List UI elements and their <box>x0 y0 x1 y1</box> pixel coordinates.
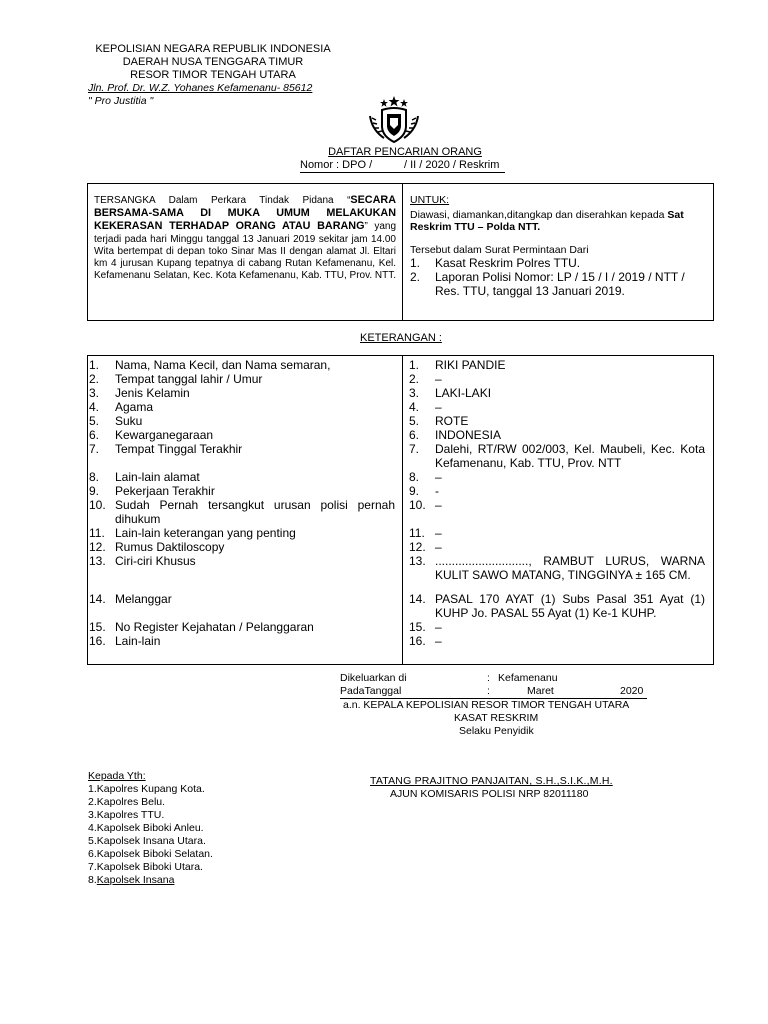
row-number: 3. <box>89 386 100 400</box>
police-emblem-icon <box>362 94 426 146</box>
row-number: 6. <box>89 428 100 442</box>
row-number: 1. <box>409 358 420 372</box>
untuk-section <box>410 194 706 298</box>
keterangan-label-row <box>89 620 395 634</box>
row-label: Jenis Kelamin <box>115 386 190 400</box>
row-number: 7. <box>409 442 420 456</box>
row-number: 14. <box>409 592 426 606</box>
row-label: Agama <box>115 400 154 414</box>
motto: " Pro Justitia " <box>88 95 154 107</box>
row-value: – <box>435 372 442 386</box>
row-number: 9. <box>409 484 420 498</box>
row-label: Nama, Nama Kecil, dan Nama semaran, <box>115 358 331 372</box>
issued-date-row <box>340 685 647 699</box>
recipients-heading: Kepada Yth: <box>88 770 146 782</box>
row-value: ROTE <box>435 414 469 428</box>
keterangan-heading: KETERANGAN : <box>360 332 442 344</box>
resort-name: RESOR TIMOR TENGAH UTARA <box>130 69 296 81</box>
issued-date-month: Maret <box>527 685 554 697</box>
number-rest: / II / 2020 / Reskrim <box>404 159 500 171</box>
recipient-item: 5.Kapolsek Insana Utara. <box>88 835 206 847</box>
signatory-rank: AJUN KOMISARIS POLISI NRP 82011180 <box>390 788 589 800</box>
issued-date-label: PadaTanggal <box>340 685 402 697</box>
keterangan-value-row <box>409 634 705 648</box>
recipients-list <box>88 783 288 874</box>
keterangan-value-row <box>409 414 705 428</box>
row-number: 4. <box>409 400 420 414</box>
row-label: Melanggar <box>115 592 172 606</box>
keterangan-value-row <box>409 498 705 512</box>
keterangan-label-row <box>89 400 395 414</box>
untuk-label: UNTUK: <box>410 194 450 206</box>
issue-block <box>340 672 660 699</box>
keterangan-label-row <box>89 386 395 400</box>
untuk-text-pre: Diawasi, diamankan,ditangkap dan diserahkan kepada <box>410 208 668 221</box>
signatory-name: TATANG PRAJITNO PANJAITAN, S.H.,S.I.K.,M.H. <box>370 775 613 787</box>
row-number: 9. <box>89 484 100 498</box>
keterangan-value-row <box>409 442 705 470</box>
keterangan-label-row <box>89 526 395 540</box>
row-number: 15. <box>89 620 106 634</box>
keterangan-value-row <box>409 358 705 372</box>
row-label: Suku <box>115 414 143 428</box>
issued-at-row <box>340 672 660 685</box>
untuk-text <box>410 209 706 234</box>
untuk-item-2 <box>410 270 706 298</box>
row-value: – <box>435 540 442 554</box>
untuk-item-2-num: 2. <box>410 270 421 284</box>
untuk-text-bold: Sat Reskrim TTU – Polda NTT. <box>410 208 684 233</box>
case-description <box>94 194 396 282</box>
row-number: 11. <box>409 526 425 540</box>
row-number: 3. <box>409 386 420 400</box>
row-value: – <box>435 498 442 512</box>
row-label: Sudah Pernah tersangkut urusan polisi pernah dihukum <box>115 498 395 526</box>
keterangan-value-row <box>409 620 705 634</box>
row-number: 15. <box>409 620 426 634</box>
keterangan-value-row <box>409 400 705 414</box>
row-number: 14. <box>89 592 106 606</box>
keterangan-values <box>409 358 707 658</box>
keterangan-value-row <box>409 592 705 620</box>
row-label: Tempat tanggal lahir / Umur <box>115 372 263 386</box>
row-number: 1. <box>89 358 100 372</box>
row-label: Tempat Tinggal Terakhir <box>115 442 243 456</box>
row-number: 11. <box>89 526 105 540</box>
address: Jln. Prof. Dr. W.Z. Yohanes Kefamenanu- 85612 <box>88 82 313 94</box>
keterangan-labels <box>89 358 397 658</box>
row-value: - <box>435 484 439 498</box>
row-number: 12. <box>409 540 426 554</box>
recipient-item: 1.Kapolres Kupang Kota. <box>88 783 205 795</box>
row-value: – <box>435 526 442 540</box>
row-number: 16. <box>409 634 426 648</box>
keterangan-value-row <box>409 526 705 540</box>
number-label: Nomor : DPO / <box>300 159 373 171</box>
keterangan-value-row <box>409 428 705 442</box>
row-label: Lain-lain <box>115 634 161 648</box>
recipient-item: 6.Kapolsek Biboki Selatan. <box>88 848 213 860</box>
recipient-item: 2.Kapolres Belu. <box>88 796 166 808</box>
row-number: 10. <box>89 498 106 512</box>
row-value: Dalehi, RT/RW 002/003, Kel. Maubeli, Kec. Kota Kefamenanu, Kab. TTU, Prov. NTT <box>435 442 705 470</box>
recipient-last-text: Kapolsek Insana <box>96 874 175 886</box>
keterangan-value-row <box>409 372 705 386</box>
kasat-title: KASAT RESKRIM <box>454 712 539 724</box>
keterangan-label-row <box>89 634 395 648</box>
untuk-sub: Tersebut dalam Surat Permintaan Dari <box>410 243 589 256</box>
keterangan-label-row <box>89 470 395 484</box>
row-number: 5. <box>89 414 100 428</box>
case-box-divider <box>402 183 403 320</box>
case-intro: TERSANGKA Dalam Perkara Tindak Pidana “ <box>94 195 351 206</box>
row-label: Kewarganegaraan <box>115 428 214 442</box>
row-number: 8. <box>89 470 100 484</box>
row-value: PASAL 170 AYAT (1) Subs Pasal 351 Ayat (1) KUHP Jo. PASAL 55 Ayat (1) Ke-1 KUHP. <box>435 592 705 620</box>
row-label: No Register Kejahatan / Pelanggaran <box>115 620 314 634</box>
document-title: DAFTAR PENCARIAN ORANG <box>328 146 482 158</box>
issued-date-colon: : <box>487 685 490 697</box>
case-details: ” yang terjadi pada hari Minggu tanggal 13 Januari 2019 sekitar jam 14.00 Wita bertempat di depan toko Sinar Mas II dengan alamat Jl. Eltari km 4 jurusan Kupang tepatnya di cabang Rutan Kefamenanu, Kel. Kefamenanu Selatan, Kec. Kota Kefamenanu, Kab. TTU, Prov. NTT. <box>94 221 397 282</box>
row-value: – <box>435 634 442 648</box>
penyidik-title: Selaku Penyidik <box>459 725 534 737</box>
row-number: 10. <box>409 498 426 512</box>
row-number: 16. <box>89 634 106 648</box>
keterangan-value-row <box>409 470 705 484</box>
keterangan-label-row <box>89 540 395 554</box>
untuk-item-1 <box>410 256 706 270</box>
row-value: – <box>435 400 442 414</box>
row-number: 12. <box>89 540 106 554</box>
untuk-item-1-num: 1. <box>410 256 421 270</box>
keterangan-divider <box>402 355 403 664</box>
keterangan-label-row <box>89 414 395 428</box>
row-number: 13. <box>89 554 106 568</box>
keterangan-label-row <box>89 484 395 498</box>
row-number: 2. <box>409 372 420 386</box>
recipient-item: 7.Kapolsek Biboki Utara. <box>88 861 203 873</box>
keterangan-label-row <box>89 428 395 442</box>
keterangan-value-row <box>409 386 705 400</box>
row-label: Lain-lain keterangan yang penting <box>115 526 296 540</box>
letterhead <box>88 43 338 108</box>
row-value: LAKI-LAKI <box>435 386 492 400</box>
keterangan-value-row <box>409 540 705 554</box>
row-number: 7. <box>89 442 100 456</box>
issued-at-value: Kefamenanu <box>498 672 558 684</box>
row-number: 8. <box>409 470 420 484</box>
row-value: – <box>435 470 442 484</box>
keterangan-value-row <box>409 554 705 582</box>
recipient-item: 3.Kapolres TTU. <box>88 809 165 821</box>
row-value: ............................, RAMBUT LURUS, WARNA KULIT SAWO MATANG, TINGGINYA ± 165 CM. <box>435 554 705 582</box>
case-charge: SECARA BERSAMA-SAMA DI MUKA UMUM MELAKUKAN KEKERASAN TERHADAP ORANG ATAU BARANG <box>94 194 396 233</box>
row-label: Lain-lain alamat <box>115 470 200 484</box>
recipient-item <box>88 874 288 887</box>
row-value: RIKI PANDIE <box>435 358 506 372</box>
row-value: INDONESIA <box>435 428 502 442</box>
keterangan-label-row <box>89 554 395 568</box>
keterangan-label-row <box>89 498 395 526</box>
document-number <box>300 159 505 173</box>
row-number: 6. <box>409 428 420 442</box>
row-number: 4. <box>89 400 100 414</box>
row-label: Ciri-ciri Khusus <box>115 554 196 568</box>
keterangan-label-row <box>89 442 395 456</box>
recipients <box>88 770 288 887</box>
untuk-item-1-text: Kasat Reskrim Polres TTU. <box>435 256 581 270</box>
issued-at-colon: : <box>487 672 490 684</box>
keterangan-label-row <box>89 372 395 386</box>
row-label: Rumus Daktiloscopy <box>115 540 225 554</box>
region-name: DAERAH NUSA TENGGARA TIMUR <box>122 56 304 68</box>
issued-at-label: Dikeluarkan di <box>340 672 407 684</box>
row-number: 2. <box>89 372 100 386</box>
keterangan-value-row <box>409 484 705 498</box>
recipient-item: 4.Kapolsek Biboki Anleu. <box>88 822 204 834</box>
row-label: Pekerjaan Terakhir <box>115 484 215 498</box>
issued-date-year: 2020 <box>620 685 644 697</box>
row-number: 5. <box>409 414 420 428</box>
untuk-item-2-text: Laporan Polisi Nomor: LP / 15 / I / 2019 / NTT / Res. TTU, tanggal 13 Januari 2019. <box>435 270 685 298</box>
keterangan-label-row <box>89 592 395 606</box>
row-number: 13. <box>409 554 426 568</box>
recipient-last-num: 8. <box>88 874 97 886</box>
row-value: – <box>435 620 442 634</box>
authority-line: a.n. KEPALA KEPOLISIAN RESOR TIMOR TENGAH UTARA <box>343 699 630 711</box>
org-name: KEPOLISIAN NEGARA REPUBLIK INDONESIA <box>95 43 331 55</box>
keterangan-label-row <box>89 358 395 372</box>
